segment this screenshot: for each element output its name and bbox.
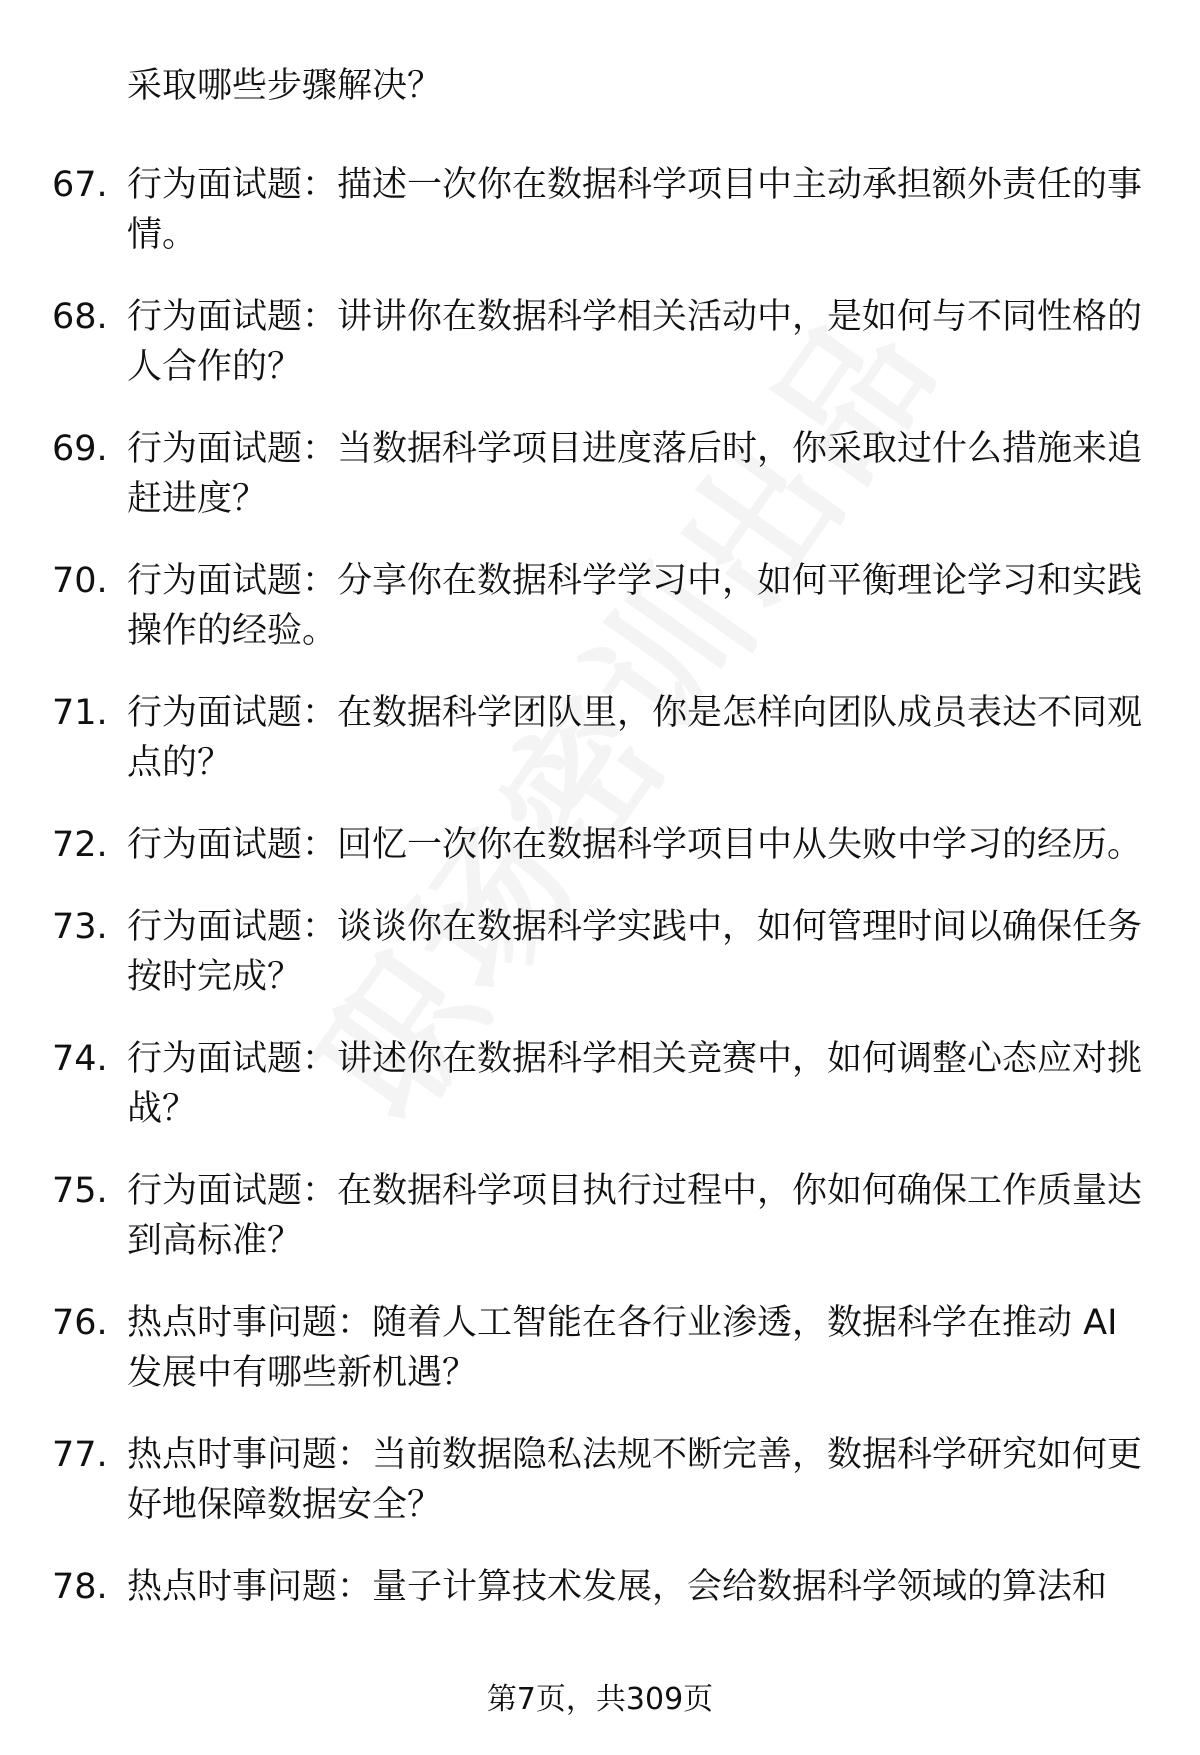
list-item — [0, 424, 1200, 524]
item-text: 行为面试题：在数据科学团队里，你是怎样向团队成员表达不同观点的？ — [127, 693, 1143, 783]
item-text: 行为面试题：谈谈你在数据科学实践中，如何管理时间以确保任务按时完成？ — [127, 907, 1143, 997]
item-text: 热点时事问题：量子计算技术发展，会给数据科学领域的算法和 — [127, 1567, 1108, 1607]
list-item — [0, 688, 1200, 788]
item-text: 热点时事问题：随着人工智能在各行业渗透，数据科学在推动 AI 发展中有哪些新机遇？ — [127, 1303, 1118, 1393]
item-text: 行为面试题：分享你在数据科学学习中，如何平衡理论学习和实践操作的经验。 — [127, 561, 1143, 651]
page-footer: 第7页，共309页 — [486, 1682, 714, 1717]
item-number: 76. — [52, 1303, 108, 1343]
item-number: 69. — [52, 429, 108, 469]
item-number: 74. — [52, 1039, 108, 1079]
list-item — [0, 160, 1200, 260]
item-text: 行为面试题：回忆一次你在数据科学项目中从失败中学习的经历。 — [127, 825, 1143, 865]
item-number: 72. — [52, 825, 108, 865]
item-number: 70. — [52, 561, 108, 601]
question-list — [0, 58, 1200, 1644]
item-number: 77. — [52, 1435, 108, 1475]
list-item — [0, 1562, 1200, 1612]
item-number: 73. — [52, 907, 108, 947]
item-number: 67. — [52, 165, 108, 205]
item-text: 行为面试题：当数据科学项目进度落后时，你采取过什么措施来追赶进度？ — [127, 429, 1143, 519]
item-text: 行为面试题：在数据科学项目执行过程中，你如何确保工作质量达到高标准？ — [127, 1171, 1143, 1261]
list-item — [0, 1034, 1200, 1134]
item-text: 行为面试题：讲讲你在数据科学相关活动中，是如何与不同性格的人合作的？ — [127, 297, 1143, 387]
item-number: 68. — [52, 297, 108, 337]
list-item — [0, 820, 1200, 870]
item-number: 78. — [52, 1567, 108, 1607]
item-text: 行为面试题：讲述你在数据科学相关竞赛中，如何调整心态应对挑战？ — [127, 1039, 1143, 1129]
list-item — [0, 902, 1200, 1002]
list-item — [0, 292, 1200, 392]
item-text: 热点时事问题：当前数据隐私法规不断完善，数据科学研究如何更好地保障数据安全？ — [127, 1435, 1143, 1525]
item-number: 75. — [52, 1171, 108, 1211]
list-item — [0, 556, 1200, 656]
list-item — [0, 1430, 1200, 1530]
list-item — [0, 1166, 1200, 1266]
list-item — [0, 1298, 1200, 1398]
item-number: 71. — [52, 693, 108, 733]
continuation-line: 采取哪些步骤解决？ — [127, 66, 443, 106]
item-text: 行为面试题：描述一次你在数据科学项目中主动承担额外责任的事情。 — [127, 165, 1143, 255]
